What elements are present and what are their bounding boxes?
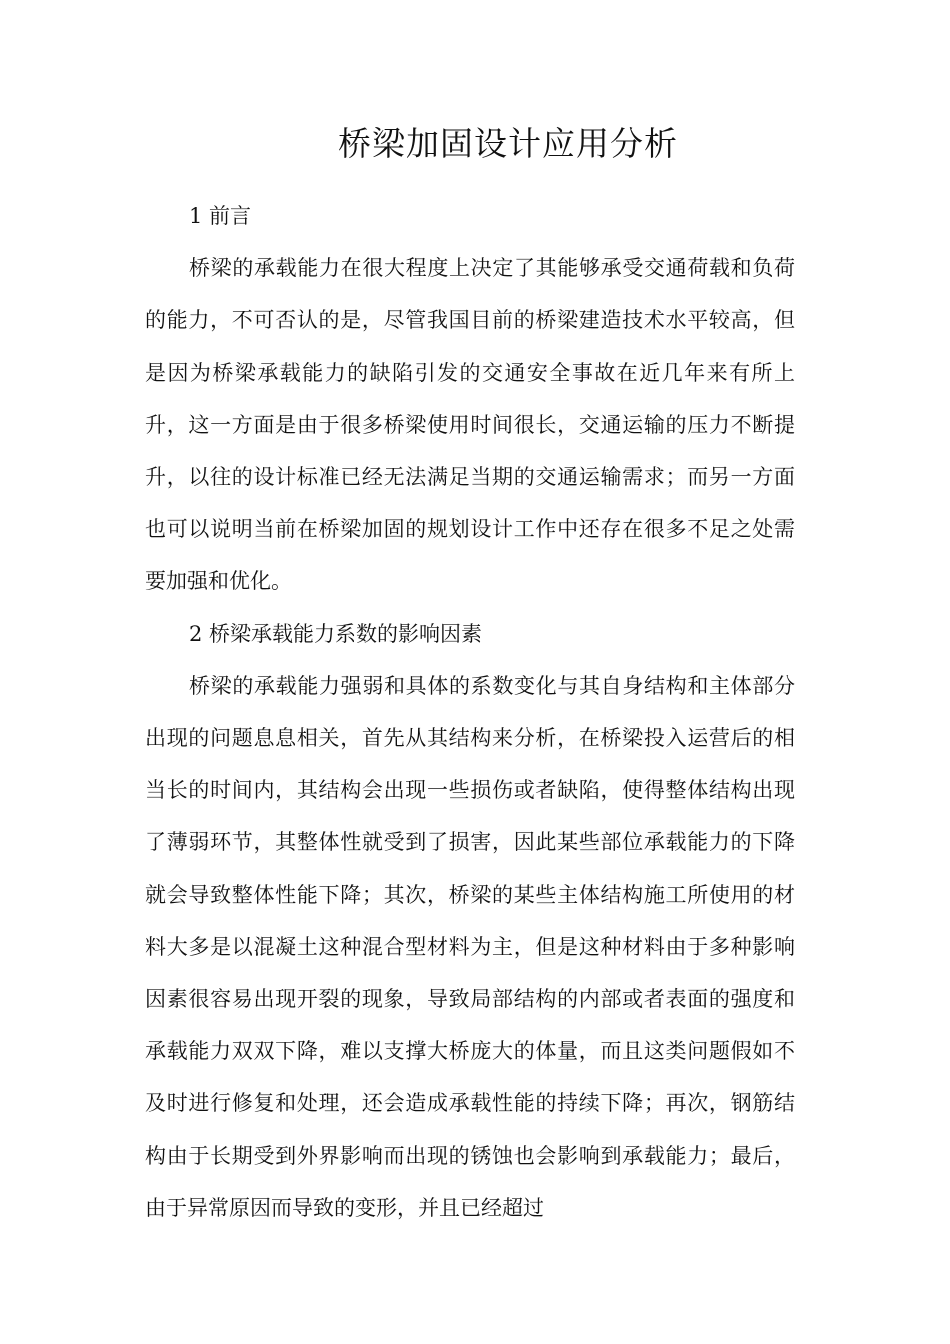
document-body (145, 190, 795, 1234)
document-title: 桥梁加固设计应用分析 (338, 124, 678, 163)
section-heading-factors: 2 桥梁承载能力系数的影响因素 (189, 621, 483, 646)
section-heading-introduction: 1 前言 (189, 204, 252, 228)
section-paragraph-factors: 桥梁的承载能力强弱和具体的系数变化与其自身结构和主体部分出现的问题息息相关，首先从其结构来分析，在桥梁投入运营后的相当长的时间内，其结构会出现一些损伤或者缺陷，使得整体结构出现了薄弱环节，其整体性就受到了损害，因此某些部位承载能力的下降就会导致整体性能下降；其次，桥梁的某些主体结构施工所使用的材料大多是以混凝土这种混合型材料为主，但是这种材料由于多种影响因素很容易出现开裂的现象，导致局部结构的内部或者表面的强度和承载能力双双下降，难以支撑大桥庞大的体量，而且这类问题假如不及时进行修复和处理，还会造成承载性能的持续下降；再次，钢筋结构由于长期受到外界影响而出现的锈蚀也会影响到承载能力；最后，由于异常原因而导致的变形，并且已经超过 (145, 673, 795, 1220)
section-paragraph-introduction: 桥梁的承载能力在很大程度上决定了其能够承受交通荷载和负荷的能力，不可否认的是，尽管我国目前的桥梁建造技术水平较高，但是因为桥梁承载能力的缺陷引发的交通安全事故在近几年来有所上升，这一方面是由于很多桥梁使用时间很长，交通运输的压力不断提升，以往的设计标准已经无法满足当期的交通运输需求；而另一方面也可以说明当前在桥梁加固的规划设计工作中还存在很多不足之处需要加强和优化。 (145, 256, 795, 594)
